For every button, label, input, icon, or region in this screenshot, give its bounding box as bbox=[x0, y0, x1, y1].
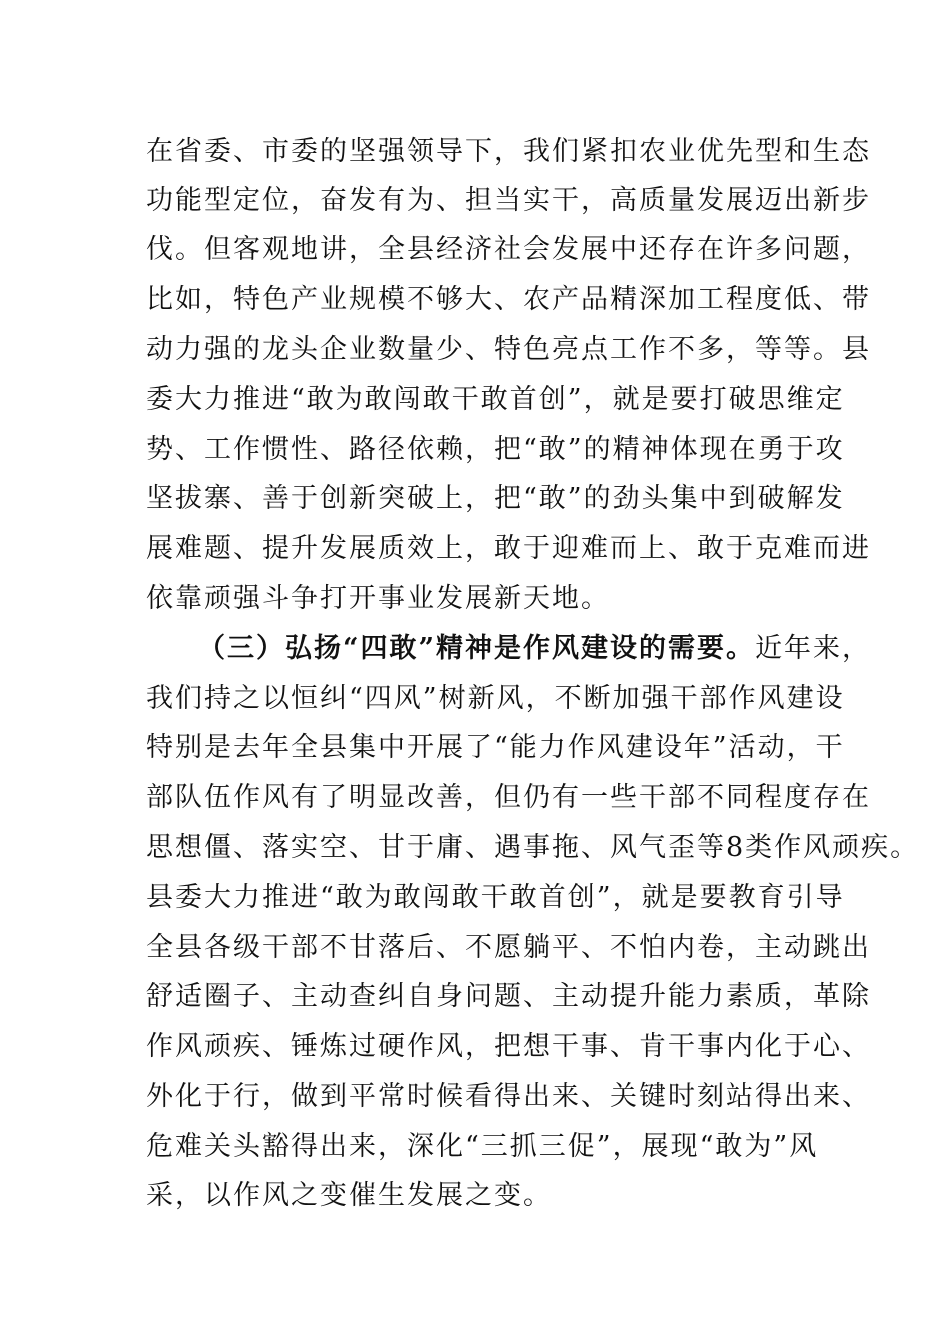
text-line: 作风顽疾、锤炼过硬作风，把想干事、肯干事内化于心、 bbox=[146, 1031, 871, 1062]
text-line: 全县各级干部不甘落后、不愿躺平、不怕内卷，主动跳出 bbox=[146, 932, 871, 963]
text-line: 部队伍作风有了明显改善，但仍有一些干部不同程度存在 bbox=[146, 782, 871, 813]
text-line: 思想僵、落实空、甘于庸、遇事拖、风气歪等8类作风顽疾。 bbox=[146, 832, 920, 863]
text-line: 委大力推进“敢为敢闯敢干敢首创”，就是要打破思维定 bbox=[146, 384, 845, 415]
text-line: 县委大力推进“敢为敢闯敢干敢首创”，就是要教育引导 bbox=[146, 882, 845, 913]
section-heading-line bbox=[198, 631, 871, 667]
text-line: 舒适圈子、主动查纠自身问题、主动提升能力素质，革除 bbox=[146, 981, 871, 1012]
text-line: 外化于行，做到平常时候看得出来、关键时刻站得出来、 bbox=[146, 1081, 871, 1112]
text-line: 我们持之以恒纠“四风”树新风，不断加强干部作风建设 bbox=[146, 683, 845, 714]
text-line: 比如，特色产业规模不够大、农产品精深加工程度低、带 bbox=[146, 284, 871, 315]
text-line: 危难关头豁得出来，深化“三抓三促”，展现“敢为”风 bbox=[146, 1131, 819, 1162]
text-line: 动力强的龙头企业数量少、特色亮点工作不多，等等。县 bbox=[146, 334, 871, 365]
text-line: 展难题、提升发展质效上，敢于迎难而上、敢于克难而进 bbox=[146, 533, 871, 564]
section-heading: （三）弘扬“四敢”精神是作风建设的需要。 bbox=[198, 633, 756, 664]
text-line: 势、工作惯性、路径依赖，把“敢”的精神体现在勇于攻 bbox=[146, 434, 845, 465]
heading-line-rest: 近年来， bbox=[755, 633, 872, 664]
text-line: 依靠顽强斗争打开事业发展新天地。 bbox=[146, 583, 610, 614]
text-line: 坚拔寨、善于创新突破上，把“敢”的劲头集中到破解发 bbox=[146, 483, 845, 514]
text-line: 伐。但客观地讲，全县经济社会发展中还存在许多问题， bbox=[146, 234, 871, 265]
text-line: 采，以作风之变催生发展之变。 bbox=[146, 1180, 552, 1211]
text-line: 特别是去年全县集中开展了“能力作风建设年”活动，干 bbox=[146, 732, 845, 763]
text-line: 功能型定位，奋发有为、担当实干，高质量发展迈出新步 bbox=[146, 185, 871, 216]
text-line: 在省委、市委的坚强领导下，我们紧扣农业优先型和生态 bbox=[146, 136, 871, 167]
